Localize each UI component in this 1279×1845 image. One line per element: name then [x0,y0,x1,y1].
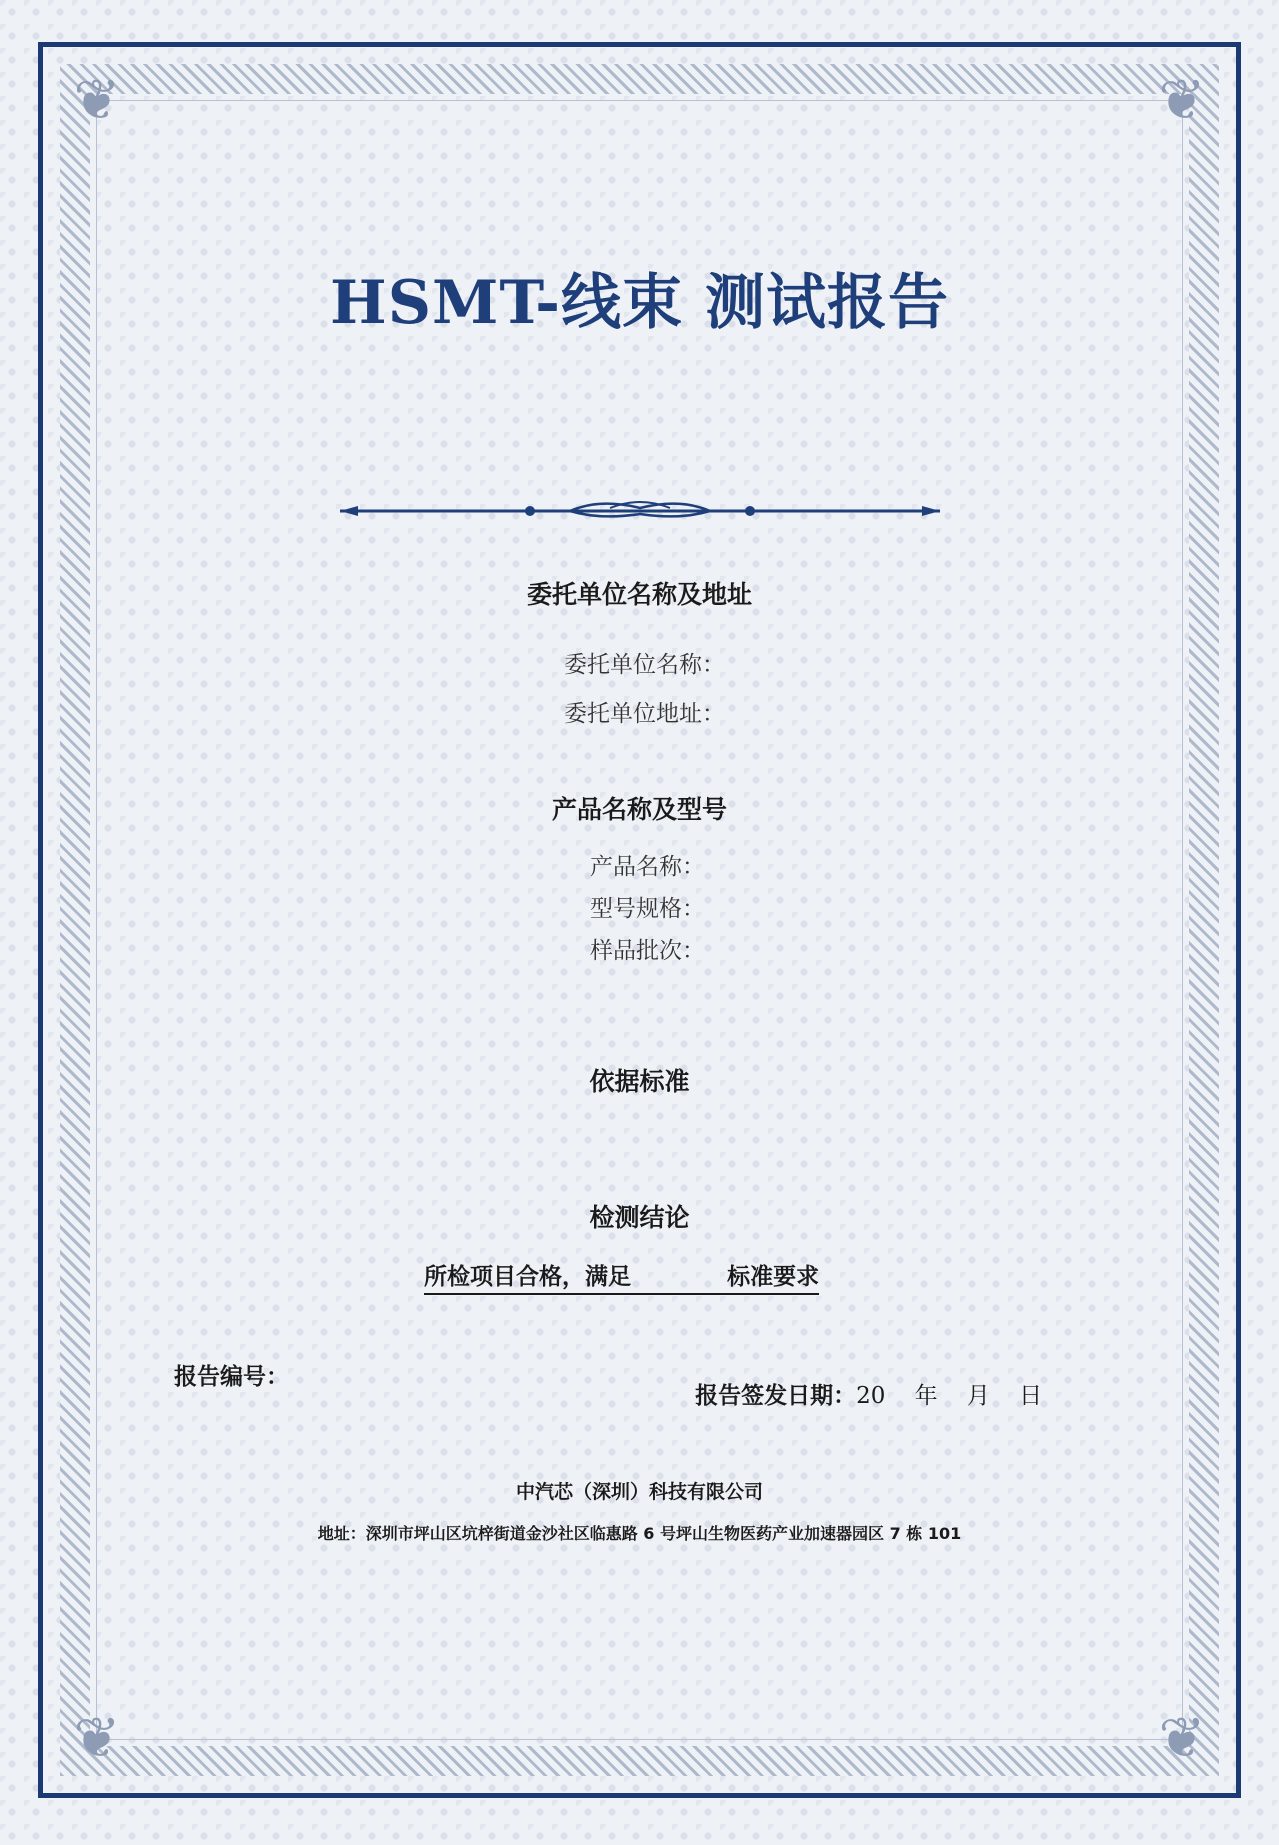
report-number [174,1358,289,1391]
corner-ornament-icon: ❦ [1158,1706,1206,1771]
report-title: HSMT-线束 测试报告 [330,268,949,338]
product-batch-label: 样品批次： [590,938,705,964]
report-issue-date [685,1358,1042,1410]
client-name-label: 委托单位名称： [564,652,725,678]
standard-section-heading: 依据标准 [589,1067,690,1096]
company-address: 地址：深圳市坪山区坑梓街道金沙社区临惠路 6 号坪山生物医药产业加速器园区 7 栋 101 [317,1524,962,1543]
corner-ornament-icon: ❦ [73,1706,121,1771]
conclusion-section-heading: 检测结论 [589,1203,690,1232]
product-name-label: 产品名称： [590,854,705,880]
conclusion-statement: 所检项目合格，满足 标准要求 [424,1258,819,1295]
corner-ornament-icon: ❦ [1158,68,1206,133]
report-date-value: 20 年 月 日 [856,1383,1043,1409]
client-address-label: 委托单位地址： [564,701,725,727]
company-name: 中汽芯（深圳）科技有限公司 [515,1481,763,1503]
product-model-label: 型号规格： [590,896,705,922]
corner-ornament-icon: ❦ [73,68,121,133]
title-divider-ornament [340,496,940,526]
client-section-heading: 委托单位名称及地址 [526,580,752,609]
report-number-label: 报告编号： [174,1364,289,1390]
product-section-heading: 产品名称及型号 [551,795,727,824]
report-date-label: 报告签发日期： [695,1383,857,1409]
